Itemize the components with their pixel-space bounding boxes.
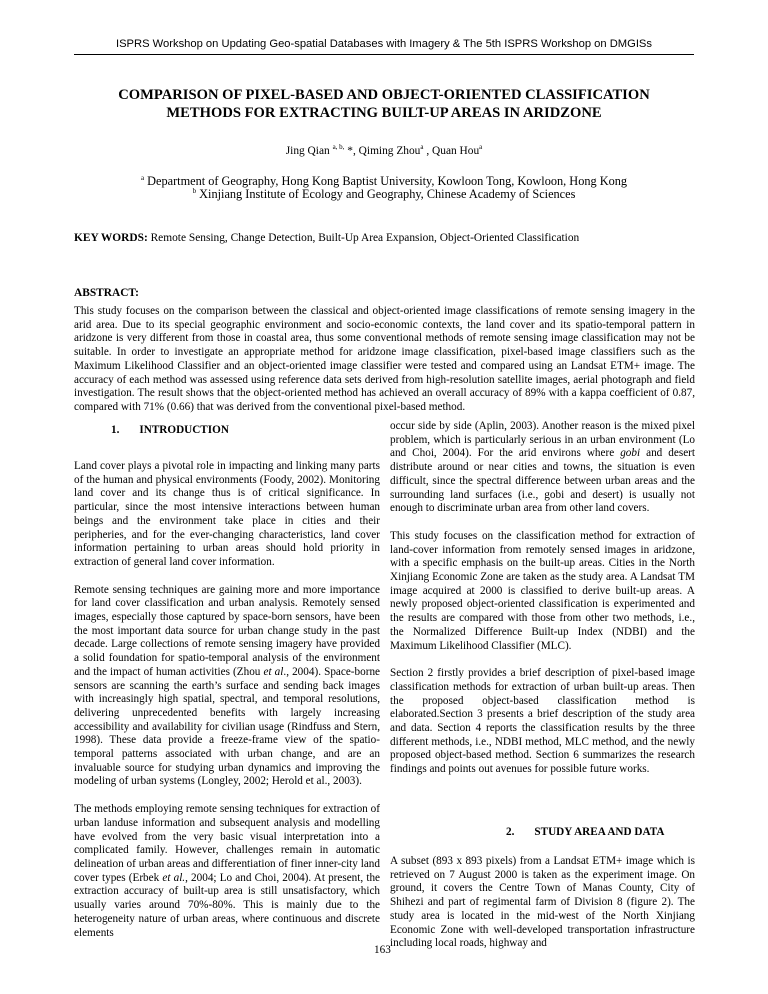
text-run: The methods employing remote sensing techniques for extraction of urban landuse information and subsequent analysis and modelling have evolved from the very basic visual interpretation into a complicated family. However, challenges remain in automatic delineation of urban areas and differentiation of finer inner-city land cover types (Erbek xyxy=(74,803,380,884)
author-3-sup: a xyxy=(479,143,483,151)
text-run: occur side by side (Aplin, 2003). Another reason is the mixed pixel problem, which is particularly serious in an urban environment (Lo and Choi, 2004). For the arid environs where xyxy=(390,420,695,460)
text-run: and desert distribute around or near cities and towns, the situation is even difficult, since the spectral difference between urban areas and the surrounding land surfaces (i.e., gobi and desert) is usually not enough to discriminate urban area from other land covers. xyxy=(390,447,695,515)
section-2-title: STUDY AREA AND DATA xyxy=(534,826,665,838)
title-line-2: METHODS FOR EXTRACTING BUILT-UP AREAS IN ARIDZONE xyxy=(166,105,602,121)
title-line-1: COMPARISON OF PIXEL-BASED AND OBJECT-ORIENTED CLASSIFICATION xyxy=(118,87,650,103)
keywords xyxy=(74,232,714,244)
affiliation-b xyxy=(74,187,694,201)
author-1-sup: a, b, xyxy=(332,143,345,151)
section-2-number: 2. xyxy=(506,826,515,838)
keywords-label: KEY WORDS: xyxy=(74,232,148,244)
section-2-heading xyxy=(506,826,664,838)
authors xyxy=(74,145,694,157)
section-1-heading xyxy=(111,424,229,436)
left-column xyxy=(74,460,380,954)
author-separator: , xyxy=(423,145,433,157)
paragraph: Section 2 firstly provides a brief description of pixel-based image classification methods for extraction of urban built-up areas. Then the proposed object-based classification method is elaborated.Section 3 presents a brief description of the study area and data. Section 4 reports the classification results by the three different methods, i.e., NDBI method, MLC method, and the newly proposed object-based method. Section 6 summarizes the research findings and points out avenues for possible future works. xyxy=(390,667,695,776)
abstract-text: This study focuses on the comparison between the classical and object-oriented image classifications of remote sensing imagery in the arid area. Due to its special geographic environment and socio-economic contexts, the land cover and its spatio-temporal pattern in aridzone is very different from those in coastal area, thus some conventional methods of remote sensing image classification may not be suitable. In order to investigate an appropriate method for aridzone image classification, pixel-based image classifiers such as the Maximum Likelihood Classifier and an object-oriented image classifier were tested and compared using an Landsat ETM+ image. The accuracy of each method was assessed using reference data sets derived from high-resolution satellite images, aerial photograph and field investigation. The result shows that the object-oriented method has achieved an overall accuracy of 89% with a kappa coefficient of 0.87, compared with 71% (0.66) that was derived from the conventional pixel-based method. xyxy=(74,305,695,413)
affiliation-a xyxy=(74,174,694,188)
corresponding-mark: *, xyxy=(344,145,359,157)
right-column-bottom xyxy=(390,855,695,965)
section-1-number: 1. xyxy=(111,424,120,436)
section-1-title: INTRODUCTION xyxy=(139,424,229,436)
paper-title xyxy=(74,86,694,122)
text-run: ., 2004). Space-borne sensors are scanning the earth’s surface and sending back images with increasingly high spatial, spectral, and temporal resolutions, delivering unprecedented benefits with largely increasing accessibility and availability for civilian usage (Rindfuss and Stern, 1998). These data provide a freeze-frame view of the spatio-temporal patterns associated with urban change, and are an invaluable source for studying urban dynamics and improving the modeling of urban systems (Longley, 2002; Herold et al., 2003). xyxy=(74,665,381,788)
italic-text: gobi xyxy=(620,447,641,460)
author-1: Jing Qian xyxy=(285,145,330,157)
affiliation-b-sup: b xyxy=(192,187,197,195)
text-run: Remote sensing techniques are gaining more and more importance for land cover classification and urban analysis. Remotely sensed images, especially those captured by space-born sensors, have been the most important data source for urban change study in the past decade. Large collections of remote sensing imagery have provided a solid foundation for spatio-temporal analysis of the environment and the impact of human activities (Zhou xyxy=(74,583,380,678)
paragraph xyxy=(74,803,380,940)
page-number: 163 xyxy=(374,944,391,956)
affiliation-b-text: Xinjiang Institute of Ecology and Geography, Chinese Academy of Sciences xyxy=(196,187,576,201)
text-run: , 2004; Lo and Choi, 2004). At present, the extraction accuracy of built-up area is still unsatisfactory, which usually varies around 70%-80%. This is mainly due to the heterogeneity nature of urban areas, where continuous and discrete elements xyxy=(74,871,381,939)
running-header: ISPRS Workshop on Updating Geo-spatial Databases with Imagery & The 5th ISPRS Workshop on DMGISs xyxy=(115,38,652,50)
italic-text: et al. xyxy=(162,871,186,884)
right-column xyxy=(390,420,695,791)
paragraph: A subset (893 x 893 pixels) from a Landsat ETM+ image which is retrieved on 7 August 2000 is taken as the experiment image. On ground, it covers the Centre Town of Manas County, City of Shihezi and part of regimental farm of Division 8 (figure 2). The study area is located in the mid-west of the North Xinjiang Economic Zone with well-developed transportation infrastructure including local roads, highway and xyxy=(390,855,695,950)
paragraph xyxy=(74,584,380,790)
author-2: Qiming Zhou xyxy=(358,145,421,157)
affiliation-a-sup: a xyxy=(140,174,145,182)
header-rule xyxy=(74,54,694,55)
paragraph: This study focuses on the classification method for extraction of land-cover information from remotely sensed images in aridzone, with a specific emphasis on the built-up areas. Cities in the North Xinjiang Economic Zone are taken as the study area. A Landsat TM image acquired at 2000 is classified to derive built-up areas. A newly proposed object-oriented classification is experimented and the results are compared with those from other two methods, i.e., the Normalized Difference Built-up Index (NDBI) and the Maximum Likelihood Classifier (MLC). xyxy=(390,529,695,652)
affiliation-a-text: Department of Geography, Hong Kong Baptist University, Kowloon Tong, Kowloon, Hong Kong xyxy=(144,174,628,188)
author-3: Quan Hou xyxy=(432,145,480,157)
author-2-sup: a xyxy=(420,143,424,151)
italic-text: et al xyxy=(263,665,284,678)
paragraph: Land cover plays a pivotal role in impacting and linking many parts of the human and physical environments (Foody, 2002). Monitoring land cover and its change thus is of critical significance. In particular, since the most intensive interactions between human beings and the environment take place in cities and their peripheries, and for the ever-changing characteristics, land cover information pertaining to urban areas should hold priority in extraction of general land cover information. xyxy=(74,460,380,568)
paragraph xyxy=(390,420,695,516)
abstract-heading: ABSTRACT: xyxy=(74,287,139,299)
keywords-text: Remote Sensing, Change Detection, Built-Up Area Expansion, Object-Oriented Classification xyxy=(147,232,580,244)
